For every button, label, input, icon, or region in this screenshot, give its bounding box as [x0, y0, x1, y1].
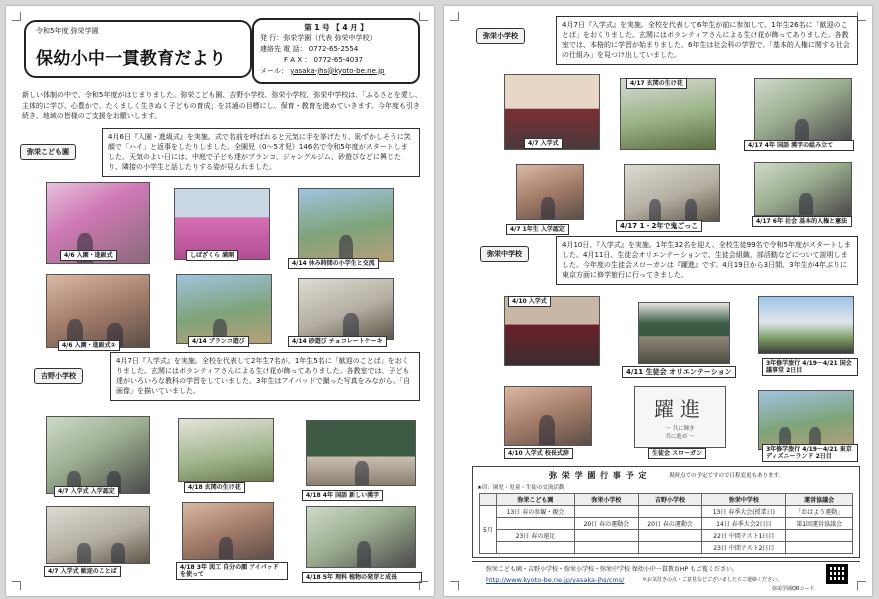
schedule-cell: 第1回運営協議会 [786, 518, 853, 530]
photo-caption: 4/18 5年 理科 植物の発芽と成長 [302, 572, 422, 583]
photo-caption: 4/6 入園・進級式② [58, 340, 120, 351]
photo-yasaka-chu-6 [758, 390, 854, 450]
schedule-header-cell: 運営協議会 [786, 494, 853, 506]
photo-yoshino-1 [46, 416, 150, 494]
photo-yasaka-sho-4 [516, 164, 584, 220]
photo-yoshino-2 [178, 418, 274, 482]
photo-caption: 4/17 1・2年で鬼ごっこ [616, 220, 702, 232]
crop-mark [450, 581, 459, 590]
schedule-cell [638, 530, 702, 542]
section-tag-yoshino: 吉野小学校 [34, 368, 83, 384]
schedule-header-cell [480, 494, 497, 506]
photo-kodomoen-3 [298, 188, 394, 262]
schedule-header-cell: 吉野小学校 [638, 494, 702, 506]
schedule-header-cell: 弥栄こども園 [496, 494, 574, 506]
photo-caption: しばざくら 満開 [186, 250, 238, 261]
photo-yasaka-sho-3 [754, 78, 852, 144]
yoshino-text: 4月7日『入学式』を実施。全校を代表して2年生7名が、1年生5名に「歓迎のことば」をおくりました。玄関にはボランティアさんによる生け花が飾ってありました。各教室では、子ども達がいろいろな教科の学習をしていました。3年生はアイパッドで撮った写真をみながら、「自画像」を描いていました。 [110, 352, 420, 401]
schedule-header-row [480, 494, 853, 506]
photo-caption: 4/18 4年 国語 新しい漢字 [302, 490, 383, 501]
photo-yasaka-chu-2 [638, 302, 730, 364]
schedule-cell: 20日 春の運動会 [638, 518, 702, 530]
crop-mark [857, 581, 866, 590]
schedule-legend: ★印：園児・児童・生徒の交流活動 [477, 485, 565, 491]
photo-yasaka-sho-6 [754, 162, 852, 216]
schedule-cell: 13日 春季大会(授業日) [702, 506, 786, 518]
schedule-table [479, 493, 853, 554]
photo-caption: 4/7 入学式 歓迎のことば [44, 566, 121, 577]
photo-kodomoen-4 [46, 274, 150, 348]
photo-caption: 4/17 6年 社会 基本的人権と憲法 [752, 216, 852, 227]
footer-box [472, 561, 860, 593]
schedule-cell: 14日 春季大会2日目 [702, 518, 786, 530]
schedule-cell [786, 542, 853, 554]
tel-number: 0772-65-2554 [308, 45, 359, 54]
schedule-note: 現時点での予定ですので日程変更もあります。 [669, 473, 785, 479]
schedule-cell [638, 506, 702, 518]
footer-url-link[interactable]: http://www.kyoto-be.ne.jp/yasaka-jhs/cms/ [486, 576, 625, 584]
photo-caption: 4/7 1年生 入学認定 [506, 224, 569, 235]
publisher: 発 行：弥栄学園（代表 弥栄中学校） [260, 34, 377, 43]
footer-note: ＊お気付きの点・ご意見などございましたらご連絡ください。 [642, 577, 783, 583]
schedule-cell [575, 506, 639, 518]
schedule-cell: 13日 春の参観・親会 [496, 506, 574, 518]
section-tag-kodomoen: 弥栄こども園 [20, 144, 76, 160]
tel-label: 連絡先 電 話： [260, 45, 307, 54]
newsletter-era: 令和5年度 弥栄学園 [36, 27, 99, 35]
photo-caption: 4/14 ブランコ遊び [188, 336, 249, 347]
intro-text: 新しい体制の中で、令和5年度がはじまりました。弥栄こども園、吉野小学校、弥栄小学校、弥栄中学校は、「ふるさとを愛し、主体的に学び、心豊かで、たくましく生きぬく子どもの育成」を共通の目標にし、保育・教育を進めていきます。今年度も引き続き、地域の皆様のご支援をお願いします。 [22, 91, 422, 120]
kodomoen-text: 4月6日『入園・進級式』を実施。式で名前を呼ばれると元気に手を挙げたり、恥ずかしそうに笑顔で「ハイ」と返事をしたりしました。全園児（0～5才児）146名で令和5年度がスタートしました。天気のよい日には、中庭で子ども達がブランコ、ジャングルジム、砂遊びなどに興じたり、隣接の小学生と話したりする姿が見られました。 [102, 128, 420, 177]
schedule-cell [638, 542, 702, 554]
fax-label: F A X ： [284, 55, 312, 64]
mail-label: メール： [260, 66, 288, 75]
photo-caption: 3年修学旅行 4/19～4/21 国会議事堂 2日目 [762, 358, 858, 376]
photo-caption: 4/7 入学式 [524, 138, 563, 149]
crop-mark [419, 12, 428, 21]
photo-caption: 生徒会 スローガン [648, 448, 706, 459]
photo-kodomoen-6 [298, 278, 394, 340]
photo-caption: 4/14 休み時間の小学生と交流 [288, 258, 379, 269]
schedule-title: 弥 栄 学 園 行 事 予 定 [549, 471, 648, 480]
photo-caption: 4/10 入学式 校長式辞 [504, 448, 573, 459]
photo-yoshino-6 [306, 506, 416, 568]
schedule-row [480, 542, 853, 554]
schedule-cell: 23日 春の遠足 [496, 530, 574, 542]
slogan-sub1: ～ 共に輝き [665, 426, 695, 432]
schedule-header-cell: 弥栄中学校 [702, 494, 786, 506]
schedule-cell [575, 542, 639, 554]
yasaka-sho-text: 4月7日『入学式』を実施。全校を代表して6年生が前に参加して、1年生26名に「歓迎のことば」をおくりました。玄関にはボランティアさんによる生け花が飾ってありました。各教室では、本格的に学習が始まりました。6年生は社会科の学習で、「基本的人権に関する社会の仕組み」を見つけ出していました。 [556, 16, 858, 65]
photo-kodomoen-5 [176, 274, 272, 344]
crop-mark [12, 581, 21, 590]
schedule-cell [786, 530, 853, 542]
qr-label: 弥栄学園QRコード [772, 586, 815, 592]
mail-link[interactable]: yasaka-jhs@kyoto-be.ne.jp [290, 66, 385, 75]
photo-yoshino-4 [46, 506, 150, 564]
schedule-header-cell: 弥栄小学校 [575, 494, 639, 506]
issue-info-box [252, 18, 420, 84]
schedule-row [480, 530, 853, 542]
schedule-cell [575, 530, 639, 542]
schedule-month: 5月 [480, 506, 497, 554]
photo-caption: 4/10 入学式 [508, 296, 551, 307]
photo-caption: 4/18 玄関の生け花 [184, 482, 245, 493]
photo-caption: 4/7 入学式 入学認定 [54, 486, 119, 497]
schedule-cell: 23日 中間テスト2日目 [702, 542, 786, 554]
photo-yoshino-5 [182, 502, 274, 560]
footer-line1: 弥栄こども園・吉野小学校・弥栄小学校・弥栄中学校 保幼小中一貫教育HP もご覧ください。 [486, 566, 738, 573]
crop-mark [857, 12, 866, 21]
page-left [6, 6, 434, 596]
section-tag-yasaka-sho: 弥栄小学校 [476, 28, 525, 44]
qr-code-icon [826, 564, 848, 584]
slogan-board [634, 386, 726, 448]
crop-mark [450, 12, 459, 21]
photo-yasaka-sho-5 [624, 164, 720, 222]
photo-yoshino-3 [306, 420, 416, 486]
slogan-main: 躍進 [654, 397, 706, 421]
schedule-cell [496, 542, 574, 554]
photo-caption: 3年修学旅行 4/19～4/21 東京ディズニーランド 2日目 [762, 444, 858, 462]
yasaka-chu-text: 4月10日、『入学式』を実施。1年生32名を迎え、全校生徒99名で令和5年度がスタートしました。4月11日、生徒会オリエンテーションで、生徒会組織、部活動などについて説明しました。今年度の生徒会スローガンは『躍進』です。4月19日から3日間、3年生が4年ぶりに東京方面に修学旅行に行ってきました。 [556, 236, 858, 285]
photo-yasaka-chu-4 [504, 386, 592, 446]
crop-mark [419, 581, 428, 590]
photo-caption: 4/18 3年 図工 自分の顔 アイパッドを使って [176, 562, 288, 580]
issue-number: 第 1 号 【 4 月 】 [304, 23, 368, 32]
photo-caption: 4/17 玄関の生け花 [626, 78, 687, 89]
crop-mark [12, 12, 21, 21]
section-tag-yasaka-chu: 弥栄中学校 [480, 246, 529, 262]
schedule-box [472, 466, 860, 558]
photo-caption: 4/11 生徒会 オリエンテーション [622, 366, 736, 378]
photo-caption: 4/6 入園・進級式 [60, 250, 117, 261]
photo-caption: 4/14 砂遊び チョコレートケーキ [288, 336, 387, 347]
schedule-row [480, 506, 853, 518]
newsletter-title: 保幼小中一貫教育だより [36, 49, 227, 69]
fax-number: 0772-65-4037 [313, 55, 364, 64]
schedule-cell [496, 518, 574, 530]
schedule-cell: 「おはよう運動」 [786, 506, 853, 518]
slogan-sub2: 共に進め ～ [665, 434, 695, 440]
page-right [444, 6, 872, 596]
schedule-row [480, 518, 853, 530]
schedule-cell: 22日 中間テスト1日目 [702, 530, 786, 542]
photo-caption: 4/17 4年 国語 漢字の組み立て [744, 140, 854, 151]
newsletter-title-box [24, 20, 252, 78]
photo-yasaka-chu-3 [758, 296, 854, 354]
schedule-cell: 20日 春の運動会 [575, 518, 639, 530]
